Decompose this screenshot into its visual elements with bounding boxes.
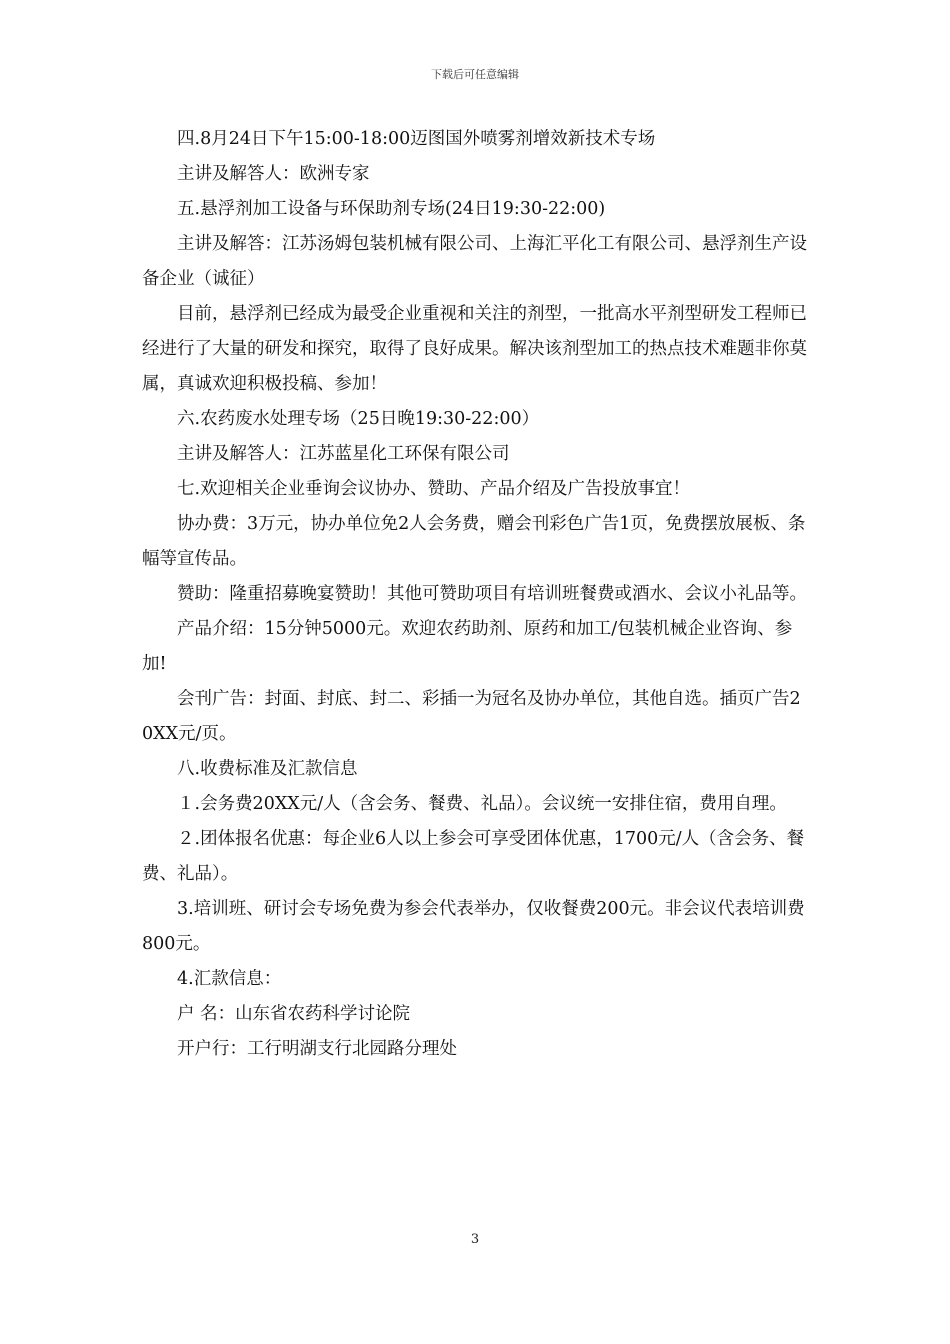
paragraph: １.会务费20XX元/人（含会务、餐费、礼品）。会议统一安排住宿，费用自理。 [177,794,787,814]
paragraph: 会刊广告：封面、封底、封二、彩插一为冠名及协办单位，其他自选。插页广告20XX元/页。 [142,689,801,744]
paragraph: 户 名：山东省农药科学讨论院 [177,1004,411,1024]
page-number: 3 [470,1232,480,1247]
paragraph: 六.农药废水处理专场（25日晚19:30-22:00） [177,409,540,429]
paragraph: 主讲及解答：江苏汤姆包装机械有限公司、上海汇平化工有限公司、悬浮剂生产设备企业（诚征） [142,234,807,289]
paragraph: 目前，悬浮剂已经成为最受企业重视和关注的剂型，一批高水平剂型研发工程师已经进行了大量的研发和探究，取得了良好成果。解决该剂型加工的热点技术难题非你莫属，真诚欢迎积极投稿、参加！ [142,304,807,394]
paragraph: 主讲及解答人：江苏蓝星化工环保有限公司 [177,444,510,464]
page-header: 下载后可任意编辑 [431,68,519,81]
paragraph: 开户行：工行明湖支行北园路分理处 [177,1039,457,1059]
paragraph: 协办费：3万元，协办单位免2人会务费，赠会刊彩色广告1页，免费摆放展板、条幅等宣传品。 [142,514,806,569]
document-body [142,122,810,1067]
paragraph: 主讲及解答人：欧洲专家 [177,164,370,184]
paragraph: 七.欢迎相关企业垂询会议协办、赞助、产品介绍及广告投放事宜！ [177,479,691,499]
paragraph: 八.收费标准及汇款信息 [177,759,358,779]
paragraph: 4.汇款信息： [177,969,282,989]
paragraph: ２.团体报名优惠：每企业6人以上参会可享受团体优惠，1700元/人（含会务、餐费、礼品）。 [142,829,805,884]
paragraph: 3.培训班、研讨会专场免费为参会代表举办，仅收餐费200元。非会议代表培训费800元。 [142,899,805,954]
paragraph: 赞助：隆重招募晚宴赞助！其他可赞助项目有培训班餐费或酒水、会议小礼品等。 [177,584,807,604]
paragraph: 五.悬浮剂加工设备与环保助剂专场(24日19:30-22:00) [177,199,606,219]
paragraph: 产品介绍：15分钟5000元。欢迎农药助剂、原药和加工/包装机械企业咨询、参加! [142,619,793,674]
paragraph: 四.8月24日下午15:00-18:00迈图国外喷雾剂增效新技术专场 [177,129,656,149]
